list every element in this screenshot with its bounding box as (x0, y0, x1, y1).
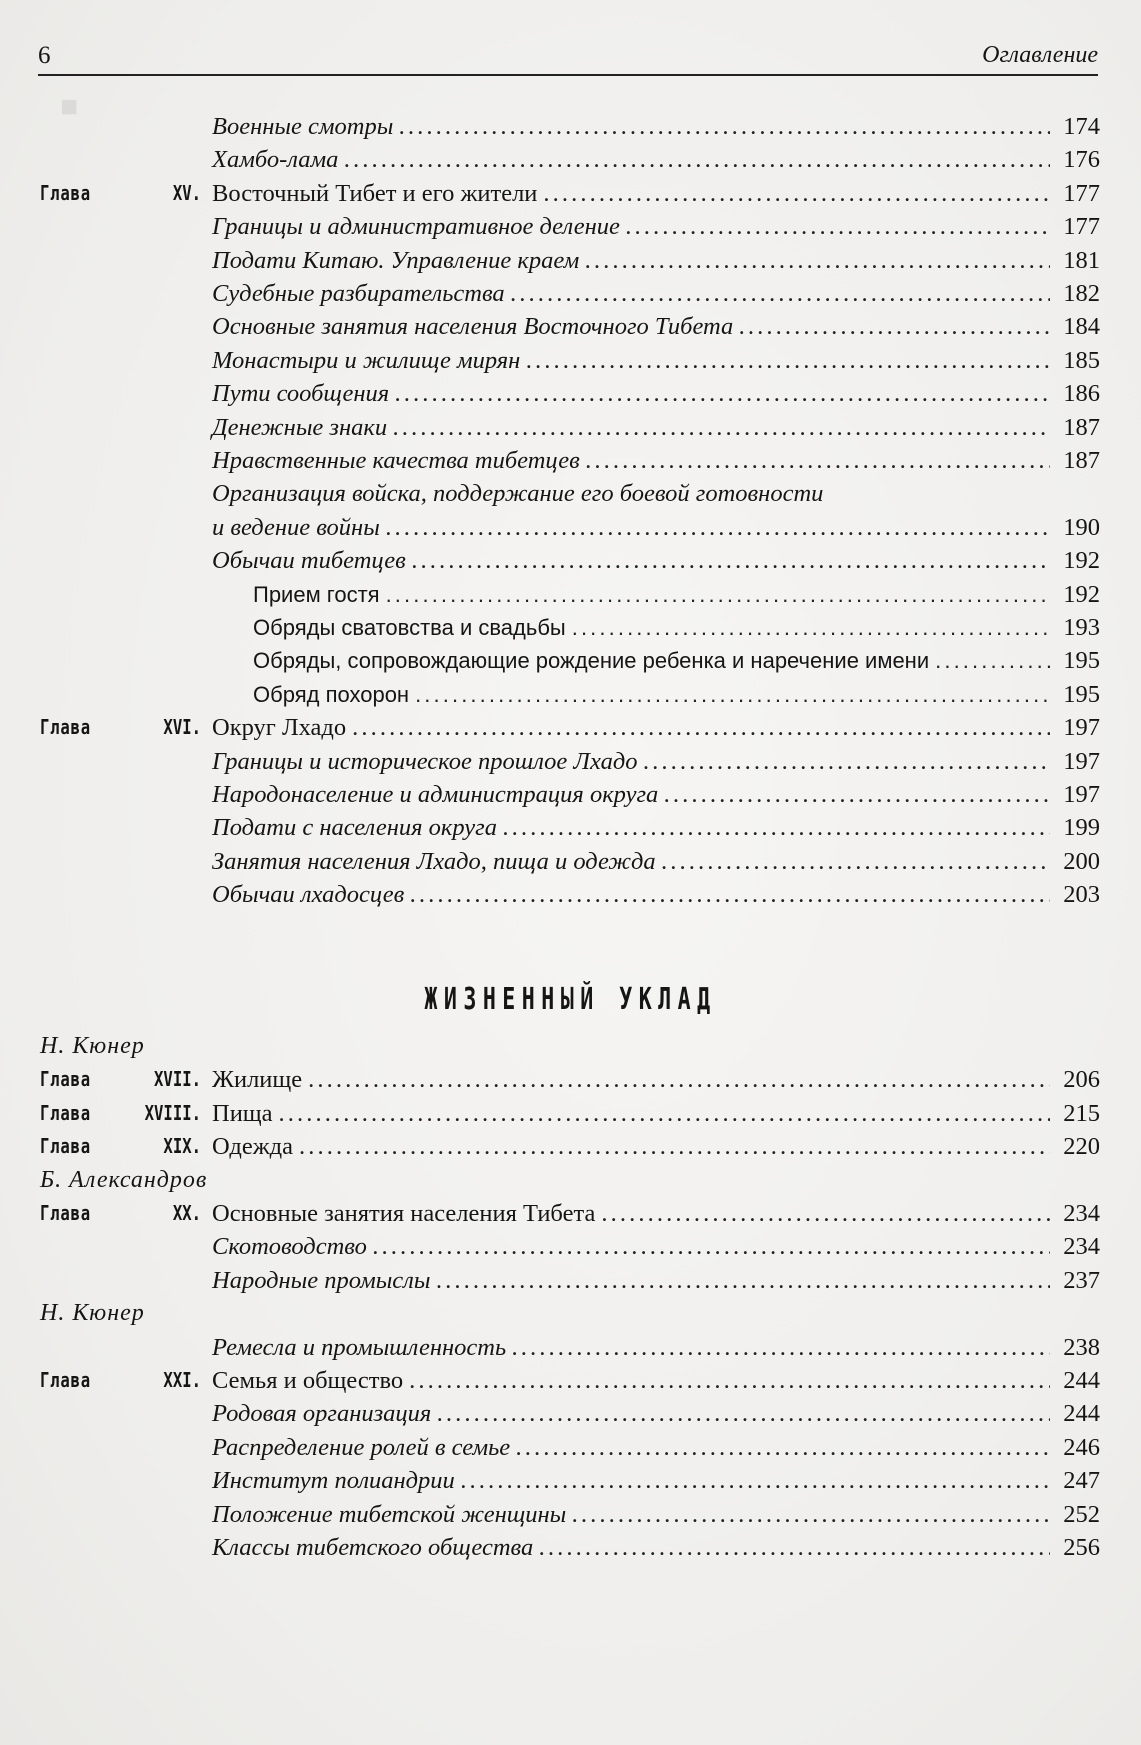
toc-entry[interactable] (212, 210, 1100, 243)
toc-page-number: 187 (1063, 413, 1100, 441)
toc-entry[interactable] (212, 344, 1100, 377)
toc-entry-title: Одежда (212, 1133, 293, 1161)
toc-page-number: 176 (1063, 146, 1100, 174)
toc-entry[interactable] (212, 878, 1100, 911)
toc-entry-title: и ведение войны (212, 513, 380, 541)
toc-entry-title: Обряды, сопровождающие рождение ребенка и наречение имени (253, 648, 930, 674)
toc-page-number: 195 (1063, 680, 1100, 708)
toc-entry[interactable] (212, 1130, 1100, 1163)
toc-entry-title: Хамбо-лама (212, 146, 339, 174)
dot-leader (543, 177, 1050, 210)
chapter-number: XV. (172, 180, 201, 205)
toc-entry-title: Обряды сватовства и свадьбы (253, 615, 566, 640)
toc-entry[interactable] (212, 143, 1100, 176)
dot-leader (386, 511, 1050, 544)
toc-entry[interactable] (212, 1331, 1100, 1364)
toc-entry-title: Обычаи лхадосцев (212, 881, 405, 909)
dot-leader (373, 1230, 1050, 1263)
author-name: Н. Кюнер (40, 1033, 145, 1059)
toc-page-number: 246 (1063, 1433, 1100, 1461)
dot-leader (572, 611, 1050, 644)
toc-page-number: 195 (1063, 647, 1100, 675)
toc-page-number: 181 (1063, 246, 1100, 274)
author-name: Б. Александров (40, 1166, 208, 1193)
toc-entry-title: Классы тибетского общества (212, 1534, 534, 1561)
toc-page-number: 177 (1063, 213, 1100, 241)
toc-page-number: 197 (1063, 714, 1100, 742)
toc-entry[interactable] (212, 1230, 1100, 1263)
toc-entry[interactable] (212, 444, 1100, 477)
toc-page-number: 186 (1063, 380, 1100, 408)
toc-page-number: 193 (1063, 614, 1100, 641)
toc-entry-title: Границы и административное деление (212, 213, 620, 241)
toc-entry[interactable] (212, 1431, 1100, 1464)
toc-page-number: 252 (1063, 1500, 1100, 1528)
toc-entry[interactable] (212, 1397, 1100, 1430)
toc-page-number: 200 (1063, 847, 1100, 875)
dot-leader (412, 544, 1050, 577)
dot-leader (409, 1364, 1050, 1397)
chapter-label: Глава (40, 1201, 91, 1225)
toc-page-number: 238 (1063, 1333, 1100, 1361)
dot-leader (352, 711, 1050, 744)
toc-entry[interactable] (212, 778, 1100, 811)
dot-leader (539, 1531, 1050, 1564)
toc-entry[interactable] (212, 544, 1100, 577)
dot-leader (344, 143, 1050, 176)
toc-page-number: 190 (1063, 513, 1100, 541)
toc-page-number: 192 (1063, 547, 1100, 575)
toc-entry-title: Восточный Тибет и его жители (212, 179, 538, 207)
toc-entry-title: Институт полиандрии (212, 1467, 455, 1495)
toc-entry-title: Округ Лхадо (212, 714, 347, 742)
toc-page-number: 203 (1063, 881, 1100, 909)
toc-entry[interactable] (212, 1097, 1100, 1130)
dot-leader (437, 1397, 1050, 1430)
toc-entry[interactable] (212, 1498, 1100, 1531)
dot-leader (626, 210, 1050, 243)
toc-entry-title: Распределение ролей в семье (212, 1433, 511, 1461)
toc-page-number: 206 (1063, 1066, 1100, 1094)
toc-entry-title: Нравственные качества тибетцев (212, 447, 580, 474)
toc-entry[interactable] (212, 811, 1100, 844)
toc-entry-title: Ремесла и промышленность (212, 1333, 507, 1361)
chapter-number: XVII. (154, 1067, 201, 1092)
chapter-label: Глава (40, 1100, 91, 1125)
dot-leader (516, 1431, 1050, 1464)
author-name: Н. Кюнер (40, 1300, 145, 1327)
chapter-label: Глава (40, 1368, 91, 1392)
toc-entry[interactable] (212, 745, 1100, 778)
toc-entry[interactable] (212, 1531, 1100, 1564)
toc-page-number: 256 (1063, 1534, 1100, 1561)
toc-entry-title: Жилище (212, 1066, 303, 1094)
toc-entry[interactable] (212, 845, 1100, 878)
page-header (38, 40, 1098, 76)
toc-entry[interactable] (253, 578, 1100, 611)
toc-entry-title: Монастыри и жилище мирян (212, 346, 521, 374)
dot-leader (935, 644, 1050, 677)
dot-leader (410, 878, 1050, 911)
dot-leader (308, 1063, 1050, 1096)
toc-entry[interactable] (212, 1197, 1100, 1230)
chapter-number: XVIII. (144, 1100, 201, 1125)
toc-entry-title: Занятия населения Лхадо, пища и одежда (212, 847, 656, 875)
toc-entry-title: Обычаи тибетцев (212, 547, 406, 575)
chapter-label: Глава (40, 715, 91, 740)
toc-entry[interactable] (212, 310, 1100, 343)
toc-page-number: 237 (1063, 1266, 1100, 1294)
dot-leader (664, 778, 1050, 811)
bleed-through: ■ (60, 90, 85, 123)
toc-page-number: 247 (1063, 1467, 1100, 1495)
dot-leader (526, 344, 1050, 377)
chapter-label: Глава (40, 1134, 91, 1159)
toc-entry-title: Судебные разбирательства (212, 280, 505, 307)
toc-page-number: 177 (1063, 179, 1100, 207)
toc-page-number: 192 (1063, 580, 1100, 608)
toc-page-number: 244 (1063, 1367, 1100, 1394)
dot-leader (393, 411, 1050, 444)
toc-entry-title: Прием гостя (253, 581, 380, 607)
toc-entry[interactable] (212, 244, 1100, 277)
toc-entry[interactable] (253, 644, 1100, 677)
toc-entry[interactable] (212, 1364, 1100, 1397)
chapter-label: Глава (40, 1067, 91, 1092)
toc-page-number: 184 (1063, 313, 1100, 341)
toc-page-number: 234 (1063, 1233, 1100, 1261)
toc-entry-title: Пища (212, 1099, 273, 1127)
dot-leader (395, 377, 1050, 410)
toc-entry-title: Подати Китаю. Управление краем (212, 246, 580, 274)
dot-leader (399, 110, 1050, 143)
toc-entry[interactable] (212, 110, 1100, 143)
dot-leader (503, 811, 1050, 844)
dot-leader (299, 1130, 1050, 1163)
chapter-number: XIX. (163, 1134, 201, 1159)
toc-entry[interactable] (253, 678, 1100, 711)
toc-entry[interactable] (212, 177, 1100, 210)
toc-entry-title: Народные промыслы (212, 1266, 431, 1294)
toc-page-number: 234 (1063, 1200, 1100, 1227)
toc-entry-title: Военные смотры (212, 113, 394, 140)
toc-page-number: 215 (1063, 1099, 1100, 1127)
toc-entry-title: Денежные знаки (212, 413, 388, 441)
chapter-number: XX. (172, 1201, 201, 1225)
dot-leader (739, 310, 1050, 343)
toc-entry[interactable] (212, 277, 1100, 310)
dot-leader (572, 1498, 1050, 1531)
toc-entry[interactable] (212, 1264, 1100, 1297)
toc-page-number: 187 (1063, 447, 1100, 474)
toc-entry-title: Границы и историческое прошлое Лхадо (212, 747, 638, 775)
chapter-number: XXI. (163, 1368, 201, 1392)
dot-leader (643, 745, 1050, 778)
toc-page-number: 185 (1063, 346, 1100, 374)
dot-leader (511, 277, 1050, 310)
toc-entry[interactable] (212, 711, 1100, 744)
toc-entry-title: Пути сообщения (212, 380, 390, 408)
toc-entry-title: Положение тибетской женщины (212, 1500, 567, 1528)
dot-leader (415, 678, 1050, 711)
toc-entry-title: Организация войска, поддержание его боевой готовности (212, 480, 824, 508)
dot-leader (586, 444, 1050, 477)
toc-page-number: 174 (1063, 113, 1100, 140)
chapter-label: Глава (40, 180, 91, 205)
toc-page-number: 220 (1063, 1133, 1100, 1161)
toc-page-number: 199 (1063, 814, 1100, 842)
toc-page-number: 197 (1063, 781, 1100, 808)
toc-page-number: 182 (1063, 280, 1100, 307)
toc-entry[interactable] (212, 411, 1100, 444)
chapter-number: XVI. (163, 715, 201, 740)
toc-entry[interactable] (212, 1063, 1100, 1096)
dot-leader (512, 1331, 1050, 1364)
toc-entry-title: Основные занятия населения Восточного Тибета (212, 313, 734, 341)
dot-leader (461, 1464, 1050, 1497)
dot-leader (386, 578, 1050, 611)
toc-entry[interactable] (253, 611, 1100, 644)
section-heading: ЖИЗНЕННЫЙ УКЛАД (424, 982, 717, 1017)
toc-entry-title: Обряд похорон (253, 681, 410, 707)
toc-entry[interactable] (212, 377, 1100, 410)
toc-entry-title: Семья и общество (212, 1367, 404, 1394)
toc-entry[interactable] (212, 511, 1100, 544)
toc-page-number: 197 (1063, 747, 1100, 775)
running-title: Оглавление (982, 42, 1098, 68)
dot-leader (601, 1197, 1050, 1230)
toc-entry-title: Родовая организация (212, 1400, 432, 1428)
toc-entry-title: Основные занятия населения Тибета (212, 1200, 596, 1227)
toc-entry-title: Подати с населения округа (212, 814, 497, 842)
toc-page-number: 244 (1063, 1400, 1100, 1428)
dot-leader (436, 1264, 1050, 1297)
dot-leader (279, 1097, 1050, 1130)
dot-leader (585, 244, 1050, 277)
toc-entry[interactable] (212, 1464, 1100, 1497)
page-number: 6 (38, 42, 51, 69)
toc-entry-title: Народонаселение и администрация округа (212, 781, 659, 808)
dot-leader (662, 845, 1050, 878)
toc-entry-title: Скотоводство (212, 1233, 367, 1261)
